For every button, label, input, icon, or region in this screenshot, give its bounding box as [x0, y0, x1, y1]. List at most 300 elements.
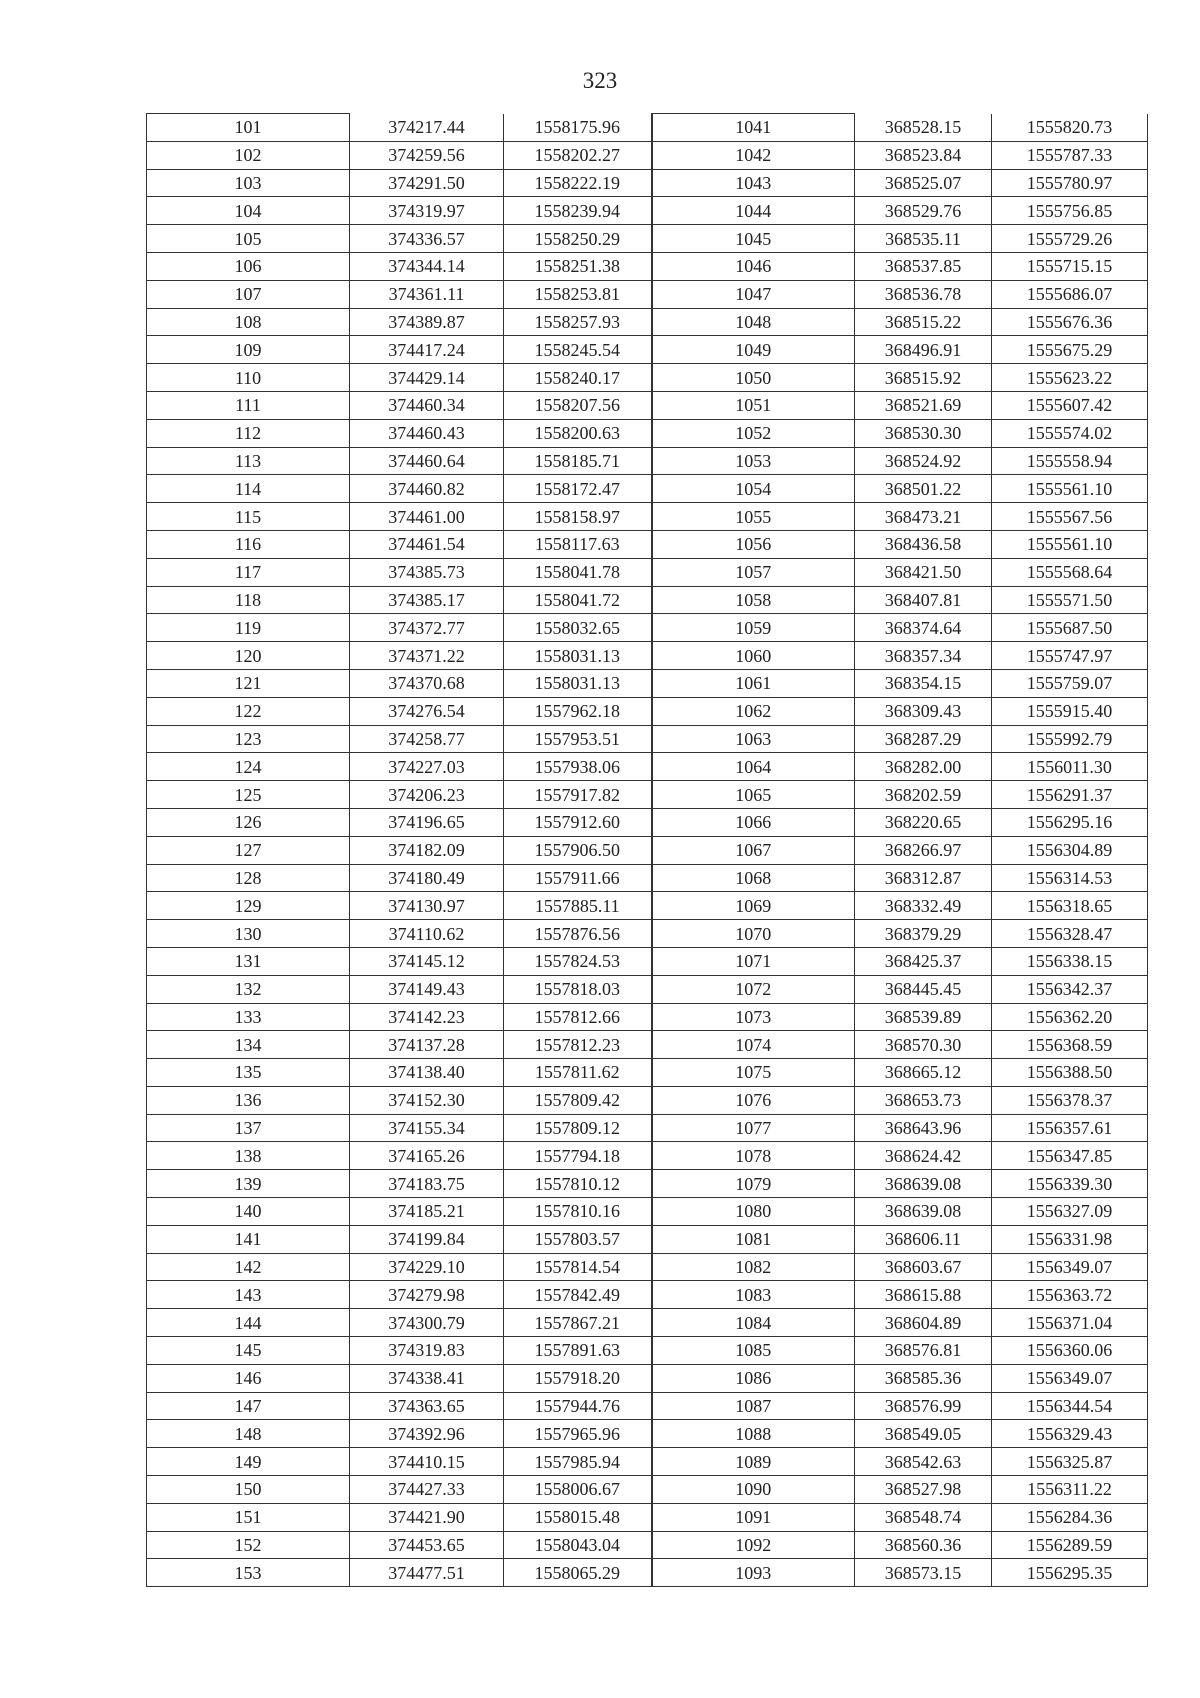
y-coordinate-left-cell: 1558245.54	[504, 336, 652, 364]
y-coordinate-left-cell: 1558158.97	[504, 503, 652, 531]
x-coordinate-right-cell: 368354.15	[855, 669, 992, 697]
table-row	[147, 920, 1148, 948]
point-number-left-cell: 153	[147, 1559, 350, 1587]
y-coordinate-right-cell: 1556311.22	[992, 1476, 1148, 1504]
point-number-right-cell: 1053	[652, 447, 855, 475]
x-coordinate-right-cell: 368266.97	[855, 836, 992, 864]
point-number-left-cell: 133	[147, 1003, 350, 1031]
x-coordinate-left-cell: 374336.57	[350, 225, 504, 253]
x-coordinate-left-cell: 374477.51	[350, 1559, 504, 1587]
x-coordinate-right-cell: 368653.73	[855, 1086, 992, 1114]
point-number-right-cell: 1091	[652, 1503, 855, 1531]
table-row	[147, 725, 1148, 753]
y-coordinate-left-cell: 1558041.72	[504, 586, 652, 614]
point-number-left-cell: 132	[147, 975, 350, 1003]
table-row	[147, 558, 1148, 586]
x-coordinate-left-cell: 374199.84	[350, 1225, 504, 1253]
y-coordinate-left-cell: 1557918.20	[504, 1364, 652, 1392]
y-coordinate-left-cell: 1557812.23	[504, 1031, 652, 1059]
point-number-left-cell: 144	[147, 1309, 350, 1337]
point-number-left-cell: 106	[147, 252, 350, 280]
point-number-left-cell: 129	[147, 892, 350, 920]
point-number-right-cell: 1077	[652, 1114, 855, 1142]
table-row	[147, 447, 1148, 475]
x-coordinate-left-cell: 374372.77	[350, 614, 504, 642]
table-row	[147, 808, 1148, 836]
y-coordinate-right-cell: 1555574.02	[992, 419, 1148, 447]
table-row	[147, 391, 1148, 419]
x-coordinate-left-cell: 374152.30	[350, 1086, 504, 1114]
point-number-left-cell: 107	[147, 280, 350, 308]
y-coordinate-left-cell: 1558032.65	[504, 614, 652, 642]
y-coordinate-left-cell: 1557814.54	[504, 1253, 652, 1281]
point-number-left-cell: 138	[147, 1142, 350, 1170]
point-number-left-cell: 135	[147, 1059, 350, 1087]
x-coordinate-left-cell: 374217.44	[350, 114, 504, 142]
y-coordinate-left-cell: 1557891.63	[504, 1337, 652, 1365]
x-coordinate-left-cell: 374461.00	[350, 503, 504, 531]
y-coordinate-right-cell: 1555561.10	[992, 530, 1148, 558]
table-row	[147, 697, 1148, 725]
x-coordinate-right-cell: 368624.42	[855, 1142, 992, 1170]
y-coordinate-left-cell: 1558240.17	[504, 364, 652, 392]
x-coordinate-left-cell: 374460.64	[350, 447, 504, 475]
y-coordinate-right-cell: 1556339.30	[992, 1170, 1148, 1198]
x-coordinate-left-cell: 374338.41	[350, 1364, 504, 1392]
table-row	[147, 864, 1148, 892]
point-number-right-cell: 1075	[652, 1059, 855, 1087]
table-row	[147, 503, 1148, 531]
x-coordinate-right-cell: 368287.29	[855, 725, 992, 753]
x-coordinate-right-cell: 368312.87	[855, 864, 992, 892]
y-coordinate-left-cell: 1557985.94	[504, 1448, 652, 1476]
y-coordinate-left-cell: 1557917.82	[504, 781, 652, 809]
y-coordinate-right-cell: 1555558.94	[992, 447, 1148, 475]
y-coordinate-left-cell: 1557867.21	[504, 1309, 652, 1337]
table-row	[147, 280, 1148, 308]
x-coordinate-right-cell: 368357.34	[855, 642, 992, 670]
point-number-right-cell: 1080	[652, 1198, 855, 1226]
y-coordinate-left-cell: 1558257.93	[504, 308, 652, 336]
y-coordinate-right-cell: 1556329.43	[992, 1420, 1148, 1448]
y-coordinate-right-cell: 1556295.16	[992, 808, 1148, 836]
y-coordinate-left-cell: 1558222.19	[504, 169, 652, 197]
point-number-left-cell: 102	[147, 141, 350, 169]
x-coordinate-right-cell: 368527.98	[855, 1476, 992, 1504]
y-coordinate-right-cell: 1556368.59	[992, 1031, 1148, 1059]
y-coordinate-right-cell: 1555729.26	[992, 225, 1148, 253]
x-coordinate-left-cell: 374145.12	[350, 947, 504, 975]
table-row	[147, 252, 1148, 280]
x-coordinate-left-cell: 374130.97	[350, 892, 504, 920]
point-number-left-cell: 136	[147, 1086, 350, 1114]
x-coordinate-left-cell: 374165.26	[350, 1142, 504, 1170]
x-coordinate-right-cell: 368309.43	[855, 697, 992, 725]
table-row	[147, 1003, 1148, 1031]
x-coordinate-left-cell: 374460.34	[350, 391, 504, 419]
table-row	[147, 1309, 1148, 1337]
point-number-left-cell: 152	[147, 1531, 350, 1559]
y-coordinate-right-cell: 1556325.87	[992, 1448, 1148, 1476]
x-coordinate-left-cell: 374370.68	[350, 669, 504, 697]
table-row	[147, 1531, 1148, 1559]
x-coordinate-right-cell: 368585.36	[855, 1364, 992, 1392]
point-number-left-cell: 118	[147, 586, 350, 614]
point-number-left-cell: 142	[147, 1253, 350, 1281]
y-coordinate-left-cell: 1558006.67	[504, 1476, 652, 1504]
x-coordinate-left-cell: 374279.98	[350, 1281, 504, 1309]
x-coordinate-right-cell: 368202.59	[855, 781, 992, 809]
y-coordinate-left-cell: 1558043.04	[504, 1531, 652, 1559]
y-coordinate-left-cell: 1557810.16	[504, 1198, 652, 1226]
y-coordinate-right-cell: 1556295.35	[992, 1559, 1148, 1587]
x-coordinate-left-cell: 374259.56	[350, 141, 504, 169]
point-number-left-cell: 125	[147, 781, 350, 809]
y-coordinate-right-cell: 1556304.89	[992, 836, 1148, 864]
y-coordinate-left-cell: 1558251.38	[504, 252, 652, 280]
x-coordinate-right-cell: 368515.92	[855, 364, 992, 392]
point-number-left-cell: 130	[147, 920, 350, 948]
x-coordinate-left-cell: 374460.43	[350, 419, 504, 447]
point-number-right-cell: 1066	[652, 808, 855, 836]
x-coordinate-right-cell: 368473.21	[855, 503, 992, 531]
page-number: 323	[582, 68, 618, 93]
y-coordinate-left-cell: 1557811.62	[504, 1059, 652, 1087]
y-coordinate-right-cell: 1556388.50	[992, 1059, 1148, 1087]
x-coordinate-left-cell: 374142.23	[350, 1003, 504, 1031]
table-row	[147, 669, 1148, 697]
x-coordinate-right-cell: 368220.65	[855, 808, 992, 836]
x-coordinate-right-cell: 368425.37	[855, 947, 992, 975]
x-coordinate-left-cell: 374196.65	[350, 808, 504, 836]
x-coordinate-right-cell: 368407.81	[855, 586, 992, 614]
x-coordinate-left-cell: 374453.65	[350, 1531, 504, 1559]
point-number-left-cell: 115	[147, 503, 350, 531]
table-row	[147, 1476, 1148, 1504]
point-number-right-cell: 1055	[652, 503, 855, 531]
x-coordinate-right-cell: 368332.49	[855, 892, 992, 920]
x-coordinate-right-cell: 368535.11	[855, 225, 992, 253]
point-number-left-cell: 123	[147, 725, 350, 753]
x-coordinate-left-cell: 374291.50	[350, 169, 504, 197]
y-coordinate-right-cell: 1555687.50	[992, 614, 1148, 642]
x-coordinate-left-cell: 374427.33	[350, 1476, 504, 1504]
table-row	[147, 642, 1148, 670]
y-coordinate-left-cell: 1557842.49	[504, 1281, 652, 1309]
point-number-left-cell: 116	[147, 530, 350, 558]
y-coordinate-left-cell: 1557906.50	[504, 836, 652, 864]
point-number-left-cell: 143	[147, 1281, 350, 1309]
x-coordinate-right-cell: 368436.58	[855, 530, 992, 558]
point-number-right-cell: 1062	[652, 697, 855, 725]
point-number-right-cell: 1074	[652, 1031, 855, 1059]
y-coordinate-right-cell: 1556011.30	[992, 753, 1148, 781]
point-number-right-cell: 1049	[652, 336, 855, 364]
x-coordinate-right-cell: 368515.22	[855, 308, 992, 336]
x-coordinate-right-cell: 368643.96	[855, 1114, 992, 1142]
point-number-right-cell: 1089	[652, 1448, 855, 1476]
x-coordinate-right-cell: 368570.30	[855, 1031, 992, 1059]
y-coordinate-right-cell: 1555820.73	[992, 114, 1148, 142]
y-coordinate-right-cell: 1556338.15	[992, 947, 1148, 975]
x-coordinate-right-cell: 368615.88	[855, 1281, 992, 1309]
x-coordinate-right-cell: 368501.22	[855, 475, 992, 503]
point-number-right-cell: 1044	[652, 197, 855, 225]
y-coordinate-right-cell: 1556291.37	[992, 781, 1148, 809]
y-coordinate-right-cell: 1555715.15	[992, 252, 1148, 280]
x-coordinate-left-cell: 374276.54	[350, 697, 504, 725]
x-coordinate-left-cell: 374460.82	[350, 475, 504, 503]
table-row	[147, 836, 1148, 864]
x-coordinate-right-cell: 368536.78	[855, 280, 992, 308]
table-row	[147, 1059, 1148, 1087]
x-coordinate-left-cell: 374344.14	[350, 252, 504, 280]
point-number-left-cell: 139	[147, 1170, 350, 1198]
x-coordinate-left-cell: 374429.14	[350, 364, 504, 392]
point-number-left-cell: 113	[147, 447, 350, 475]
y-coordinate-left-cell: 1557876.56	[504, 920, 652, 948]
y-coordinate-left-cell: 1557938.06	[504, 753, 652, 781]
point-number-right-cell: 1071	[652, 947, 855, 975]
x-coordinate-left-cell: 374461.54	[350, 530, 504, 558]
point-number-right-cell: 1041	[652, 114, 855, 142]
point-number-left-cell: 151	[147, 1503, 350, 1531]
y-coordinate-left-cell: 1557912.60	[504, 808, 652, 836]
point-number-right-cell: 1090	[652, 1476, 855, 1504]
y-coordinate-left-cell: 1557809.42	[504, 1086, 652, 1114]
table-row	[147, 225, 1148, 253]
table-row	[147, 947, 1148, 975]
x-coordinate-right-cell: 368496.91	[855, 336, 992, 364]
point-number-right-cell: 1087	[652, 1392, 855, 1420]
point-number-left-cell: 128	[147, 864, 350, 892]
table-row	[147, 1225, 1148, 1253]
point-number-right-cell: 1088	[652, 1420, 855, 1448]
point-number-right-cell: 1063	[652, 725, 855, 753]
point-number-right-cell: 1086	[652, 1364, 855, 1392]
table-row	[147, 308, 1148, 336]
y-coordinate-left-cell: 1558253.81	[504, 280, 652, 308]
y-coordinate-left-cell: 1557953.51	[504, 725, 652, 753]
point-number-left-cell: 109	[147, 336, 350, 364]
point-number-right-cell: 1042	[652, 141, 855, 169]
y-coordinate-left-cell: 1557962.18	[504, 697, 652, 725]
point-number-right-cell: 1070	[652, 920, 855, 948]
point-number-right-cell: 1056	[652, 530, 855, 558]
point-number-right-cell: 1043	[652, 169, 855, 197]
y-coordinate-right-cell: 1556357.61	[992, 1114, 1148, 1142]
y-coordinate-left-cell: 1557818.03	[504, 975, 652, 1003]
y-coordinate-left-cell: 1558065.29	[504, 1559, 652, 1587]
x-coordinate-left-cell: 374149.43	[350, 975, 504, 1003]
y-coordinate-left-cell: 1558200.63	[504, 419, 652, 447]
point-number-right-cell: 1059	[652, 614, 855, 642]
point-number-right-cell: 1093	[652, 1559, 855, 1587]
point-number-left-cell: 148	[147, 1420, 350, 1448]
point-number-right-cell: 1072	[652, 975, 855, 1003]
table-row	[147, 1420, 1148, 1448]
point-number-right-cell: 1068	[652, 864, 855, 892]
point-number-left-cell: 121	[147, 669, 350, 697]
y-coordinate-right-cell: 1555571.50	[992, 586, 1148, 614]
table-row	[147, 1031, 1148, 1059]
x-coordinate-left-cell: 374180.49	[350, 864, 504, 892]
point-number-right-cell: 1058	[652, 586, 855, 614]
point-number-right-cell: 1054	[652, 475, 855, 503]
point-number-right-cell: 1083	[652, 1281, 855, 1309]
point-number-left-cell: 105	[147, 225, 350, 253]
y-coordinate-left-cell: 1557812.66	[504, 1003, 652, 1031]
y-coordinate-right-cell: 1555759.07	[992, 669, 1148, 697]
y-coordinate-left-cell: 1557944.76	[504, 1392, 652, 1420]
point-number-left-cell: 103	[147, 169, 350, 197]
y-coordinate-right-cell: 1556284.36	[992, 1503, 1148, 1531]
point-number-right-cell: 1051	[652, 391, 855, 419]
table-row	[147, 781, 1148, 809]
x-coordinate-left-cell: 374421.90	[350, 1503, 504, 1531]
x-coordinate-right-cell: 368528.15	[855, 114, 992, 142]
point-number-left-cell: 101	[147, 114, 350, 142]
point-number-left-cell: 140	[147, 1198, 350, 1226]
point-number-right-cell: 1064	[652, 753, 855, 781]
point-number-right-cell: 1092	[652, 1531, 855, 1559]
x-coordinate-right-cell: 368606.11	[855, 1225, 992, 1253]
x-coordinate-right-cell: 368530.30	[855, 419, 992, 447]
x-coordinate-left-cell: 374363.65	[350, 1392, 504, 1420]
point-number-left-cell: 141	[147, 1225, 350, 1253]
table-row	[147, 419, 1148, 447]
point-number-left-cell: 137	[147, 1114, 350, 1142]
x-coordinate-right-cell: 368537.85	[855, 252, 992, 280]
y-coordinate-right-cell: 1556378.37	[992, 1086, 1148, 1114]
y-coordinate-right-cell: 1556360.06	[992, 1337, 1148, 1365]
table-row	[147, 1281, 1148, 1309]
y-coordinate-left-cell: 1558041.78	[504, 558, 652, 586]
x-coordinate-right-cell: 368576.99	[855, 1392, 992, 1420]
x-coordinate-left-cell: 374392.96	[350, 1420, 504, 1448]
point-number-left-cell: 122	[147, 697, 350, 725]
point-number-right-cell: 1085	[652, 1337, 855, 1365]
point-number-right-cell: 1084	[652, 1309, 855, 1337]
point-number-left-cell: 108	[147, 308, 350, 336]
x-coordinate-right-cell: 368529.76	[855, 197, 992, 225]
y-coordinate-left-cell: 1558031.13	[504, 669, 652, 697]
y-coordinate-right-cell: 1556349.07	[992, 1364, 1148, 1392]
point-number-left-cell: 124	[147, 753, 350, 781]
table-row	[147, 1337, 1148, 1365]
y-coordinate-left-cell: 1557911.66	[504, 864, 652, 892]
x-coordinate-right-cell: 368421.50	[855, 558, 992, 586]
x-coordinate-right-cell: 368573.15	[855, 1559, 992, 1587]
table-row	[147, 475, 1148, 503]
y-coordinate-right-cell: 1556363.72	[992, 1281, 1148, 1309]
point-number-left-cell: 111	[147, 391, 350, 419]
table-row	[147, 197, 1148, 225]
y-coordinate-left-cell: 1558207.56	[504, 391, 652, 419]
table-row	[147, 1364, 1148, 1392]
table-body	[147, 114, 1148, 1587]
point-number-left-cell: 149	[147, 1448, 350, 1476]
table-row	[147, 1448, 1148, 1476]
y-coordinate-right-cell: 1555607.42	[992, 391, 1148, 419]
y-coordinate-right-cell: 1556289.59	[992, 1531, 1148, 1559]
x-coordinate-left-cell: 374110.62	[350, 920, 504, 948]
table-row	[147, 1392, 1148, 1420]
point-number-left-cell: 104	[147, 197, 350, 225]
table-row	[147, 1086, 1148, 1114]
x-coordinate-left-cell: 374227.03	[350, 753, 504, 781]
point-number-left-cell: 114	[147, 475, 350, 503]
y-coordinate-left-cell: 1557803.57	[504, 1225, 652, 1253]
table-row	[147, 892, 1148, 920]
table-row	[147, 141, 1148, 169]
y-coordinate-right-cell: 1556314.53	[992, 864, 1148, 892]
x-coordinate-right-cell: 368445.45	[855, 975, 992, 1003]
x-coordinate-left-cell: 374155.34	[350, 1114, 504, 1142]
point-number-left-cell: 112	[147, 419, 350, 447]
point-number-left-cell: 131	[147, 947, 350, 975]
table-row	[147, 1198, 1148, 1226]
x-coordinate-right-cell: 368379.29	[855, 920, 992, 948]
table-row	[147, 1503, 1148, 1531]
y-coordinate-left-cell: 1558185.71	[504, 447, 652, 475]
y-coordinate-left-cell: 1557824.53	[504, 947, 652, 975]
coordinates-table	[146, 113, 1148, 1587]
point-number-right-cell: 1047	[652, 280, 855, 308]
y-coordinate-right-cell: 1556362.20	[992, 1003, 1148, 1031]
y-coordinate-right-cell: 1556371.04	[992, 1309, 1148, 1337]
point-number-left-cell: 120	[147, 642, 350, 670]
y-coordinate-right-cell: 1555567.56	[992, 503, 1148, 531]
point-number-right-cell: 1050	[652, 364, 855, 392]
point-number-right-cell: 1079	[652, 1170, 855, 1198]
point-number-right-cell: 1045	[652, 225, 855, 253]
point-number-left-cell: 134	[147, 1031, 350, 1059]
y-coordinate-left-cell: 1557965.96	[504, 1420, 652, 1448]
x-coordinate-right-cell: 368576.81	[855, 1337, 992, 1365]
point-number-left-cell: 147	[147, 1392, 350, 1420]
x-coordinate-right-cell: 368548.74	[855, 1503, 992, 1531]
point-number-right-cell: 1078	[652, 1142, 855, 1170]
table-row	[147, 364, 1148, 392]
y-coordinate-left-cell: 1558117.63	[504, 530, 652, 558]
x-coordinate-left-cell: 374185.21	[350, 1198, 504, 1226]
y-coordinate-right-cell: 1556347.85	[992, 1142, 1148, 1170]
point-number-left-cell: 146	[147, 1364, 350, 1392]
y-coordinate-right-cell: 1555992.79	[992, 725, 1148, 753]
x-coordinate-right-cell: 368549.05	[855, 1420, 992, 1448]
point-number-left-cell: 119	[147, 614, 350, 642]
point-number-left-cell: 150	[147, 1476, 350, 1504]
table-row	[147, 169, 1148, 197]
y-coordinate-right-cell: 1556344.54	[992, 1392, 1148, 1420]
point-number-right-cell: 1061	[652, 669, 855, 697]
x-coordinate-left-cell: 374206.23	[350, 781, 504, 809]
x-coordinate-left-cell: 374410.15	[350, 1448, 504, 1476]
x-coordinate-right-cell: 368603.67	[855, 1253, 992, 1281]
point-number-left-cell: 126	[147, 808, 350, 836]
table-row	[147, 614, 1148, 642]
y-coordinate-right-cell: 1556328.47	[992, 920, 1148, 948]
table-row	[147, 1559, 1148, 1587]
y-coordinate-right-cell: 1555568.64	[992, 558, 1148, 586]
y-coordinate-left-cell: 1557810.12	[504, 1170, 652, 1198]
x-coordinate-left-cell: 374319.97	[350, 197, 504, 225]
point-number-right-cell: 1073	[652, 1003, 855, 1031]
point-number-right-cell: 1060	[652, 642, 855, 670]
y-coordinate-left-cell: 1558172.47	[504, 475, 652, 503]
y-coordinate-right-cell: 1555686.07	[992, 280, 1148, 308]
